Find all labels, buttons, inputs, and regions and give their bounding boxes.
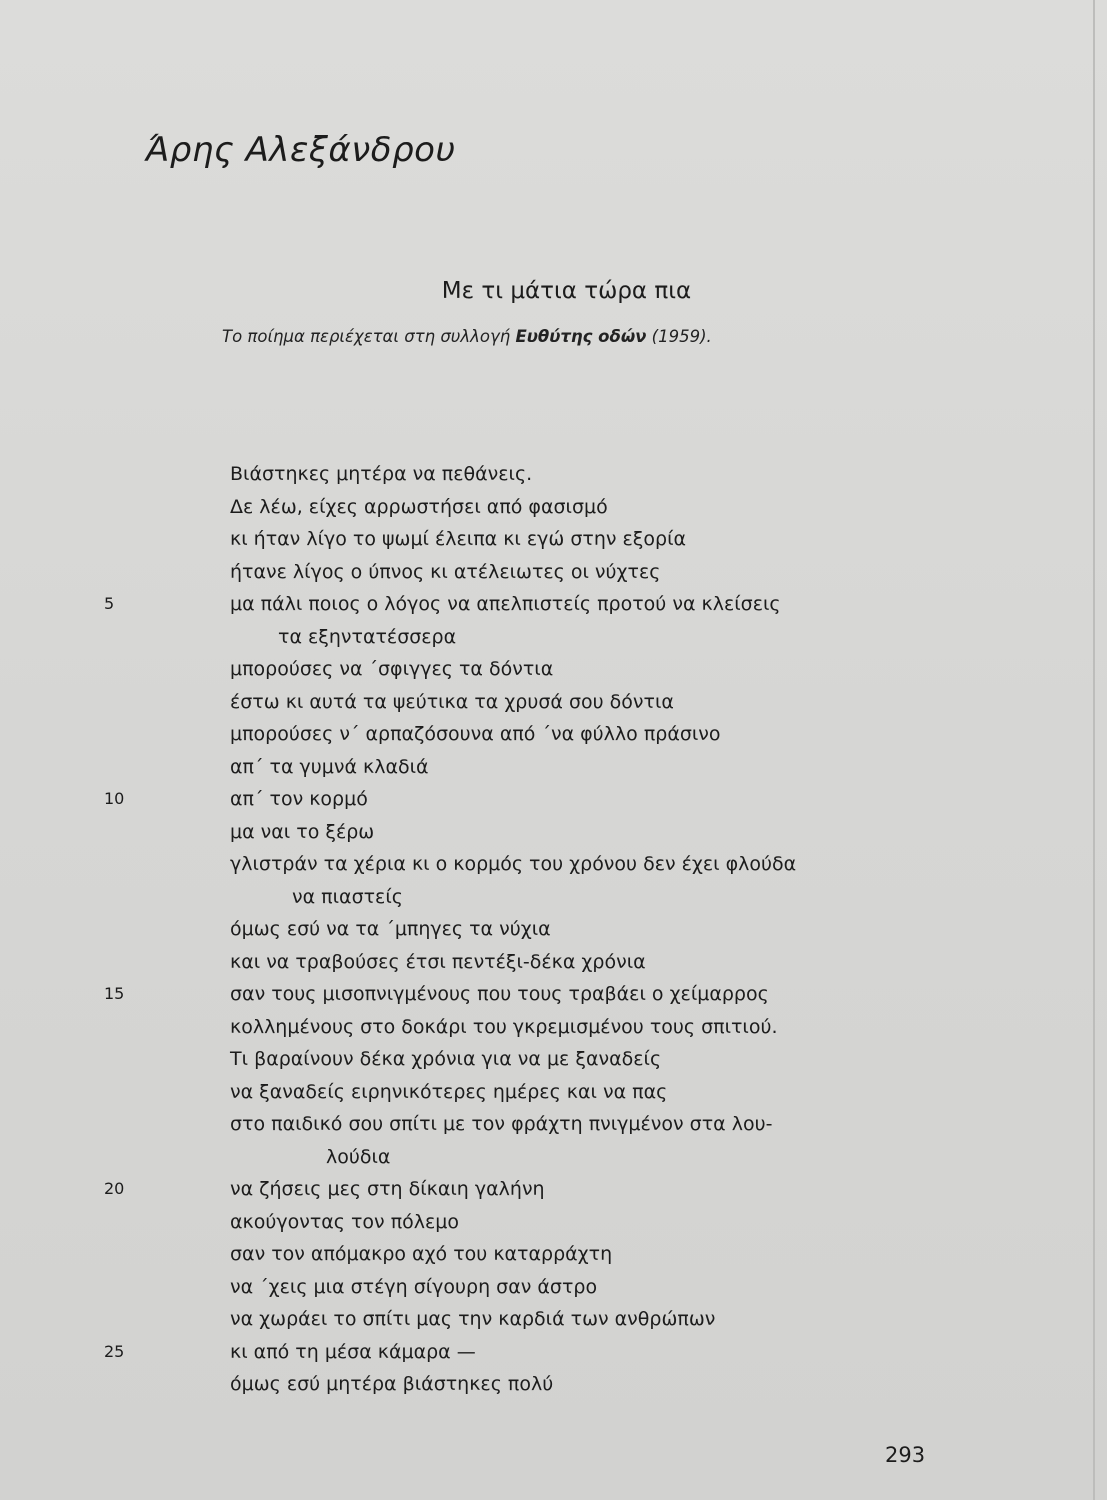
poem-line	[0, 458, 1107, 491]
line-text: κι από τη μέσα κάμαρα —	[230, 1340, 476, 1363]
collection-book-title: Ευθύτης οδών	[515, 327, 647, 346]
poem-title-text: Με τι μάτια τώρα πια	[441, 278, 692, 304]
line-text: μα ναι το ξέρω	[230, 820, 375, 843]
line-text: Βιάστηκες μητέρα να πεθάνεις.	[230, 463, 533, 485]
line-text: Δε λέω, είχες αρρωστήσει από φασισμό	[230, 495, 608, 518]
line-text: έστω κι αυτά τα ψεύτικα τα χρυσά σου δόντια	[230, 690, 674, 713]
poem-line	[0, 816, 1107, 849]
poem-body	[0, 458, 1107, 1401]
line-number: 15	[104, 984, 125, 1003]
poem-title	[0, 278, 1107, 304]
poem-line	[0, 1173, 1107, 1206]
line-text: μπορούσες ν΄ αρπαζόσουνα από ΄να φύλλο πράσινο	[230, 723, 721, 745]
line-text: να ζήσεις μες στη δίκαιη γαλήνη	[230, 1178, 545, 1200]
line-text: απ΄ τα γυμνά κλαδιά	[230, 755, 429, 778]
poem-line	[0, 1043, 1107, 1076]
poem-line	[0, 751, 1107, 784]
poem-line	[0, 686, 1107, 719]
author-name: Άρης Αλεξάνδρου	[146, 130, 456, 170]
line-text: σαν τον απόμακρο αχό του καταρράχτη	[230, 1243, 613, 1265]
line-text: μπορούσες να ΄σφιγγες τα δόντια	[230, 658, 554, 680]
line-number: 25	[104, 1341, 125, 1361]
poem-line	[0, 1076, 1107, 1109]
line-text: μα πάλι ποιος ο λόγος να απελπιστείς προτού να κλείσεις	[230, 593, 781, 615]
line-text: να ΄χεις μια στέγη σίγουρη σαν άστρο	[230, 1275, 598, 1298]
line-text: όμως εσύ να τα ΄μπηγες τα νύχια	[230, 918, 551, 940]
poem-line	[0, 848, 1107, 881]
poem-line	[0, 1011, 1107, 1044]
poem-line	[0, 978, 1107, 1011]
line-number: 5	[104, 594, 115, 613]
poem-line	[0, 1141, 1107, 1174]
page-number: 293	[885, 1443, 926, 1467]
line-text: ακούγοντας τον πόλεμο	[230, 1210, 459, 1233]
collection-note-suffix: (1959).	[646, 327, 712, 346]
poem-line	[0, 946, 1107, 979]
line-number: 20	[104, 1179, 125, 1198]
poem-line	[0, 1108, 1107, 1141]
line-text: σαν τους μισοπνιγμένους που τους τραβάει ο χείμαρρος	[230, 983, 769, 1005]
poem-line	[0, 1206, 1107, 1239]
collection-note-prefix: Το ποίημα περιέχεται στη συλλογή	[222, 327, 516, 346]
poem-line	[0, 523, 1107, 556]
line-text: να χωράει το σπίτι μας την καρδιά των ανθρώπων	[230, 1308, 716, 1330]
poem-line	[0, 588, 1107, 621]
line-text: Τι βαραίνουν δέκα χρόνια για να με ξαναδείς	[230, 1048, 662, 1070]
poem-line	[0, 1303, 1107, 1336]
poem-line	[0, 621, 1107, 654]
poem-line	[0, 1238, 1107, 1271]
poem-line	[0, 913, 1107, 946]
poem-line	[0, 1271, 1107, 1304]
line-text: όμως εσύ μητέρα βιάστηκες πολύ	[230, 1373, 554, 1395]
line-text: γλιστράν τα χέρια κι ο κορμός του χρόνου δεν έχει φλούδα	[230, 853, 797, 875]
line-text: στο παιδικό σου σπίτι με τον φράχτη πνιγμένον στα λου-	[230, 1113, 773, 1135]
line-text: να ξαναδείς ειρηνικότερες ημέρες και να πας	[230, 1080, 668, 1103]
poem-line	[0, 783, 1107, 816]
line-text: και να τραβούσες έτσι πεντέξι-δέκα χρόνια	[230, 950, 646, 973]
poem-line	[0, 556, 1107, 589]
poem-line	[0, 653, 1107, 686]
poem-line	[0, 1368, 1107, 1401]
poem-line	[0, 881, 1107, 914]
line-text: απ΄ τον κορμό	[230, 788, 368, 810]
poem-line	[0, 718, 1107, 751]
line-number: 10	[104, 789, 125, 808]
poem-line	[0, 1336, 1107, 1369]
poem-line	[0, 491, 1107, 524]
line-text: ήτανε λίγος ο ύπνος κι ατέλειωτες οι νύχτες	[230, 560, 661, 583]
line-text: να πιαστείς	[292, 885, 403, 908]
line-text: τα εξηντατέσσερα	[278, 625, 457, 648]
line-text: κολλημένους στο δοκάρι του γκρεμισμένου τους σπιτιού.	[230, 1015, 778, 1038]
line-text: κι ήταν λίγο το ψωμί έλειπα κι εγώ στην εξορία	[230, 528, 687, 550]
line-text: λούδια	[326, 1145, 391, 1168]
collection-note	[222, 327, 712, 346]
